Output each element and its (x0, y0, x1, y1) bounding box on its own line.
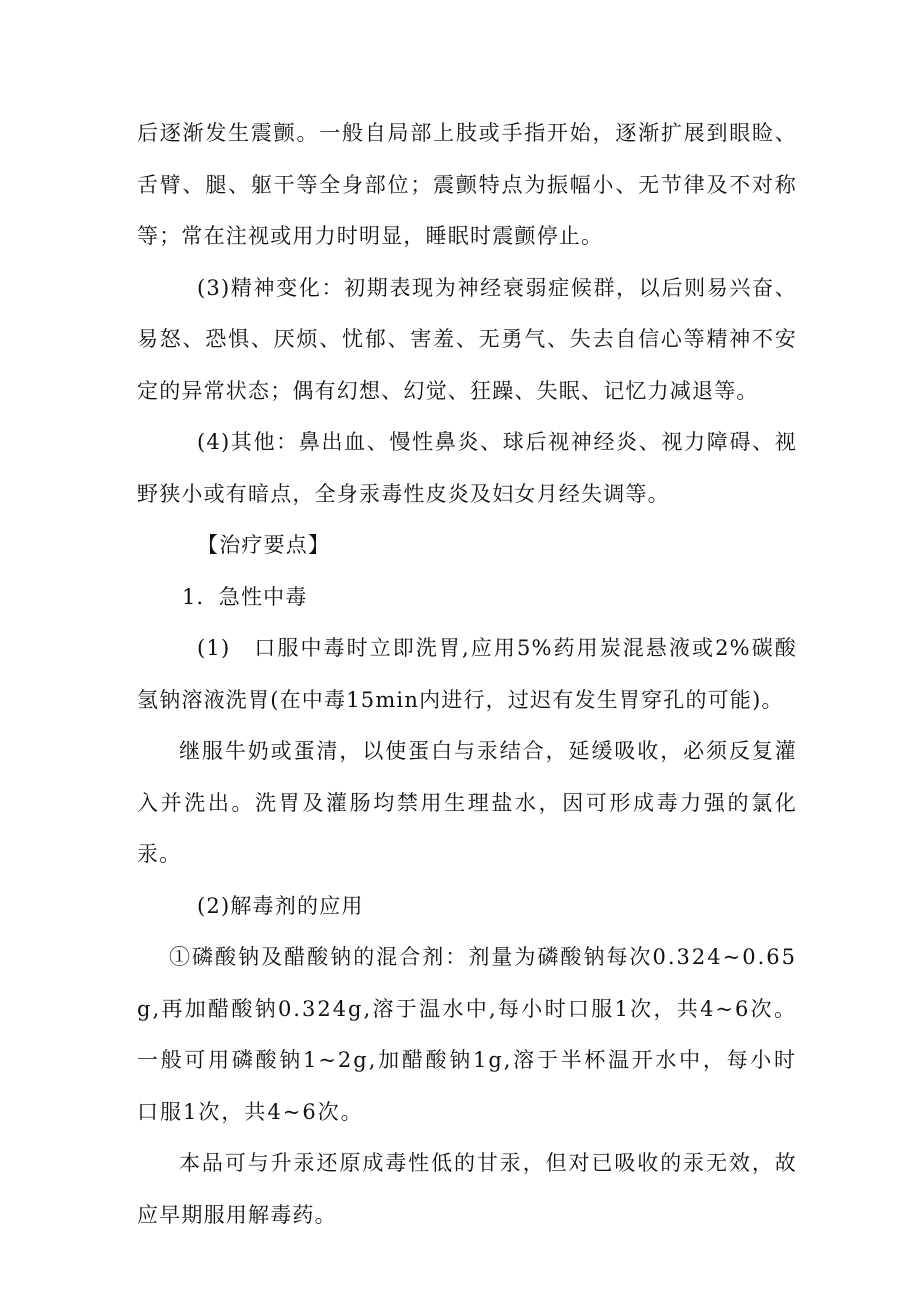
paragraph-milk-egg: 继服牛奶或蛋清，以使蛋白与汞结合，延缓吸收，必须反复灌入并洗出。洗胃及灌肠均禁用生理盐水，因可形成毒力强的氯化汞。 (137, 739, 797, 866)
document-body (137, 108, 797, 1241)
paragraph-calomel: 本品可与升汞还原成毒性低的甘汞，但对已吸收的汞无效，故应早期服用解毒药。 (137, 1151, 797, 1227)
paragraph-tremor: 后逐渐发生震颤。一般自局部上肢或手指开始，逐渐扩展到眼睑、舌臂、腿、躯干等全身部位；震颤特点为振幅小、无节律及不对称等；常在注视或用力时明显，睡眠时震颤停止。 (137, 121, 797, 248)
subheading-acute-poisoning: 1．急性中毒 (182, 584, 308, 609)
paragraph-mental-changes: (3)精神变化：初期表现为神经衰弱症候群，以后则易兴奋、易怒、恐惧、厌烦、忧郁、害羞、无勇气、失去自信心等精神不安定的异常状态；偶有幻想、幻觉、狂躁、失眠、记忆力减退等。 (137, 275, 797, 403)
paragraph-phosphate-acetate: ①磷酸钠及醋酸钠的混合剂：剂量为磷酸钠每次0.324~0.65g,再加醋酸钠0.324g,溶于温水中,每小时口服1次，共4~6次。一般可用磷酸钠1~2g,加醋酸钠1g,溶于半杯温开水中，每小时口服1次，共4~6次。 (137, 945, 797, 1124)
subheading-antidote: (2)解毒剂的应用 (197, 893, 364, 918)
section-heading-treatment: 【治疗要点】 (197, 533, 331, 557)
paragraph-gastric-lavage: (1) 口服中毒时立即洗胃,应用5%药用炭混悬液或2%碳酸氢钠溶液洗胃(在中毒15min内进行，过迟有发生胃穿孔的可能)。 (137, 636, 797, 712)
paragraph-other-symptoms: (4)其他：鼻出血、慢性鼻炎、球后视神经炎、视力障碍、视野狭小或有暗点，全身汞毒性皮炎及妇女月经失调等。 (137, 430, 797, 506)
